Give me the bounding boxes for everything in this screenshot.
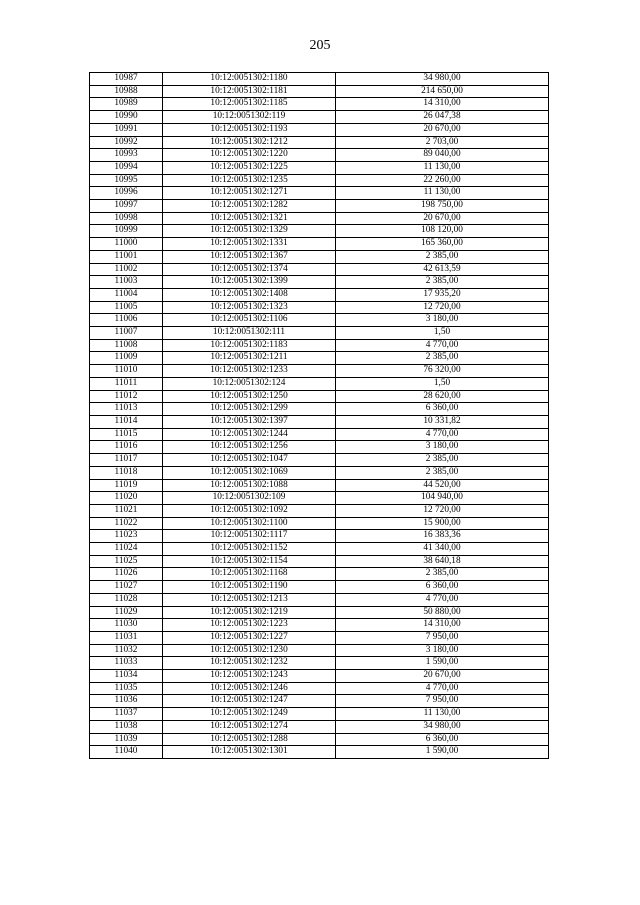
table-row [90, 492, 549, 505]
table-row [90, 149, 549, 162]
table-row [90, 543, 549, 556]
value-cell: 165 360,00 [336, 238, 549, 251]
cadastral-number-cell: 10:12:0051302:1223 [163, 619, 336, 632]
table-row [90, 530, 549, 543]
row-number-cell: 11029 [90, 606, 163, 619]
row-number-cell: 11012 [90, 390, 163, 403]
table-row [90, 85, 549, 98]
row-number-cell: 11025 [90, 555, 163, 568]
cadastral-number-cell: 10:12:0051302:1183 [163, 339, 336, 352]
cadastral-number-cell: 10:12:0051302:1367 [163, 250, 336, 263]
table-row [90, 98, 549, 111]
table-row [90, 479, 549, 492]
table-row [90, 568, 549, 581]
row-number-cell: 11040 [90, 746, 163, 759]
value-cell: 22 260,00 [336, 174, 549, 187]
table-row [90, 657, 549, 670]
cadastral-number-cell: 10:12:0051302:1100 [163, 517, 336, 530]
cadastral-number-cell: 10:12:0051302:1088 [163, 479, 336, 492]
table-row [90, 670, 549, 683]
row-number-cell: 11037 [90, 708, 163, 721]
value-cell: 3 180,00 [336, 644, 549, 657]
row-number-cell: 10990 [90, 111, 163, 124]
cadastral-number-cell: 10:12:0051302:1092 [163, 504, 336, 517]
cadastral-number-cell: 10:12:0051302:1374 [163, 263, 336, 276]
value-cell: 7 950,00 [336, 631, 549, 644]
table-row [90, 682, 549, 695]
value-cell: 1 590,00 [336, 657, 549, 670]
cadastral-number-cell: 10:12:0051302:1323 [163, 301, 336, 314]
value-cell: 11 130,00 [336, 187, 549, 200]
row-number-cell: 11033 [90, 657, 163, 670]
value-cell: 2 703,00 [336, 136, 549, 149]
cadastral-number-cell: 10:12:0051302:1154 [163, 555, 336, 568]
page-number: 205 [309, 38, 331, 53]
cadastral-number-cell: 10:12:0051302:1244 [163, 428, 336, 441]
row-number-cell: 11022 [90, 517, 163, 530]
cadastral-number-cell: 10:12:0051302:1180 [163, 73, 336, 86]
cadastral-number-cell: 10:12:0051302:1193 [163, 123, 336, 136]
row-number-cell: 10995 [90, 174, 163, 187]
cadastral-number-cell: 10:12:0051302:111 [163, 327, 336, 340]
cadastral-number-cell: 10:12:0051302:1271 [163, 187, 336, 200]
row-number-cell: 10996 [90, 187, 163, 200]
cadastral-number-cell: 10:12:0051302:1299 [163, 403, 336, 416]
value-cell: 10 331,82 [336, 415, 549, 428]
value-cell: 34 980,00 [336, 73, 549, 86]
value-cell: 4 770,00 [336, 428, 549, 441]
value-cell: 20 670,00 [336, 670, 549, 683]
row-number-cell: 10998 [90, 212, 163, 225]
cadastral-number-cell: 10:12:0051302:109 [163, 492, 336, 505]
cadastral-number-cell: 10:12:0051302:1246 [163, 682, 336, 695]
table-row [90, 593, 549, 606]
value-cell: 6 360,00 [336, 733, 549, 746]
table-row [90, 161, 549, 174]
row-number-cell: 11032 [90, 644, 163, 657]
table-row [90, 352, 549, 365]
row-number-cell: 11006 [90, 314, 163, 327]
row-number-cell: 11039 [90, 733, 163, 746]
table-row [90, 276, 549, 289]
value-cell: 2 385,00 [336, 250, 549, 263]
row-number-cell: 10999 [90, 225, 163, 238]
row-number-cell: 11036 [90, 695, 163, 708]
table-row [90, 263, 549, 276]
value-cell: 11 130,00 [336, 161, 549, 174]
cadastral-number-cell: 10:12:0051302:1329 [163, 225, 336, 238]
cadastral-number-cell: 10:12:0051302:1243 [163, 670, 336, 683]
table-row [90, 301, 549, 314]
value-cell: 11 130,00 [336, 708, 549, 721]
row-number-cell: 11031 [90, 631, 163, 644]
row-number-cell: 11028 [90, 593, 163, 606]
row-number-cell: 11003 [90, 276, 163, 289]
value-cell: 17 935,20 [336, 288, 549, 301]
value-cell: 214 650,00 [336, 85, 549, 98]
row-number-cell: 10988 [90, 85, 163, 98]
value-cell: 3 180,00 [336, 441, 549, 454]
cadastral-number-cell: 10:12:0051302:1247 [163, 695, 336, 708]
cadastral-number-cell: 10:12:0051302:1117 [163, 530, 336, 543]
cadastral-number-cell: 10:12:0051302:1047 [163, 454, 336, 467]
value-cell: 104 940,00 [336, 492, 549, 505]
table-row [90, 288, 549, 301]
table-row [90, 390, 549, 403]
value-cell: 6 360,00 [336, 403, 549, 416]
cadastral-number-cell: 10:12:0051302:1321 [163, 212, 336, 225]
cadastral-number-cell: 10:12:0051302:1230 [163, 644, 336, 657]
value-cell: 2 385,00 [336, 352, 549, 365]
table-row [90, 428, 549, 441]
table-row [90, 631, 549, 644]
table-row [90, 327, 549, 340]
table-row [90, 200, 549, 213]
table-row [90, 415, 549, 428]
table-row [90, 111, 549, 124]
cadastral-number-cell: 10:12:0051302:1399 [163, 276, 336, 289]
row-number-cell: 10993 [90, 149, 163, 162]
cadastral-number-cell: 10:12:0051302:1282 [163, 200, 336, 213]
value-cell: 28 620,00 [336, 390, 549, 403]
row-number-cell: 11010 [90, 365, 163, 378]
cadastral-number-cell: 10:12:0051302:1190 [163, 581, 336, 594]
row-number-cell: 11008 [90, 339, 163, 352]
value-cell: 2 385,00 [336, 568, 549, 581]
value-cell: 26 047,38 [336, 111, 549, 124]
value-cell: 7 950,00 [336, 695, 549, 708]
table-row [90, 187, 549, 200]
table-row [90, 644, 549, 657]
row-number-cell: 11002 [90, 263, 163, 276]
cadastral-number-cell: 10:12:0051302:1233 [163, 365, 336, 378]
row-number-cell: 11001 [90, 250, 163, 263]
table-row [90, 123, 549, 136]
row-number-cell: 11018 [90, 466, 163, 479]
cadastral-number-cell: 10:12:0051302:1069 [163, 466, 336, 479]
cadastral-number-cell: 10:12:0051302:1288 [163, 733, 336, 746]
value-cell: 108 120,00 [336, 225, 549, 238]
table-row [90, 733, 549, 746]
cadastral-number-cell: 10:12:0051302:1274 [163, 720, 336, 733]
row-number-cell: 10997 [90, 200, 163, 213]
table-row [90, 212, 549, 225]
cadastral-number-cell: 10:12:0051302:1256 [163, 441, 336, 454]
cadastral-number-cell: 10:12:0051302:1250 [163, 390, 336, 403]
row-number-cell: 11013 [90, 403, 163, 416]
value-cell: 3 180,00 [336, 314, 549, 327]
row-number-cell: 10992 [90, 136, 163, 149]
cadastral-number-cell: 10:12:0051302:1397 [163, 415, 336, 428]
cadastral-number-cell: 10:12:0051302:1408 [163, 288, 336, 301]
row-number-cell: 11021 [90, 504, 163, 517]
row-number-cell: 11016 [90, 441, 163, 454]
value-cell: 34 980,00 [336, 720, 549, 733]
cadastral-number-cell: 10:12:0051302:1212 [163, 136, 336, 149]
value-cell: 1,50 [336, 327, 549, 340]
cadastral-number-cell: 10:12:0051302:124 [163, 377, 336, 390]
table-row [90, 619, 549, 632]
row-number-cell: 11009 [90, 352, 163, 365]
table-row [90, 708, 549, 721]
value-cell: 1,50 [336, 377, 549, 390]
value-cell: 89 040,00 [336, 149, 549, 162]
row-number-cell: 11038 [90, 720, 163, 733]
cadastral-number-cell: 10:12:0051302:1181 [163, 85, 336, 98]
table-row [90, 314, 549, 327]
table-row [90, 441, 549, 454]
table-row [90, 606, 549, 619]
table-row [90, 555, 549, 568]
value-cell: 4 770,00 [336, 593, 549, 606]
table-row [90, 746, 549, 759]
row-number-cell: 11024 [90, 543, 163, 556]
value-cell: 15 900,00 [336, 517, 549, 530]
cadastral-number-cell: 10:12:0051302:1185 [163, 98, 336, 111]
value-cell: 12 720,00 [336, 504, 549, 517]
row-number-cell: 11030 [90, 619, 163, 632]
cadastral-number-cell: 10:12:0051302:1220 [163, 149, 336, 162]
value-cell: 16 383,36 [336, 530, 549, 543]
cadastral-number-cell: 10:12:0051302:1235 [163, 174, 336, 187]
row-number-cell: 11026 [90, 568, 163, 581]
cadastral-number-cell: 10:12:0051302:1219 [163, 606, 336, 619]
value-cell: 12 720,00 [336, 301, 549, 314]
table-row [90, 403, 549, 416]
row-number-cell: 10989 [90, 98, 163, 111]
table-row [90, 225, 549, 238]
row-number-cell: 11011 [90, 377, 163, 390]
value-cell: 2 385,00 [336, 466, 549, 479]
value-cell: 198 750,00 [336, 200, 549, 213]
cadastral-number-cell: 10:12:0051302:1249 [163, 708, 336, 721]
value-cell: 1 590,00 [336, 746, 549, 759]
table-row [90, 377, 549, 390]
cadastral-number-cell: 10:12:0051302:1227 [163, 631, 336, 644]
value-cell: 42 613,59 [336, 263, 549, 276]
value-cell: 2 385,00 [336, 276, 549, 289]
cadastral-number-cell: 10:12:0051302:1331 [163, 238, 336, 251]
table-row [90, 238, 549, 251]
table-body [90, 73, 549, 759]
value-cell: 4 770,00 [336, 339, 549, 352]
table-row [90, 250, 549, 263]
table-row [90, 695, 549, 708]
table-row [90, 720, 549, 733]
table-row [90, 365, 549, 378]
value-cell: 2 385,00 [336, 454, 549, 467]
value-cell: 14 310,00 [336, 619, 549, 632]
value-cell: 20 670,00 [336, 123, 549, 136]
value-cell: 6 360,00 [336, 581, 549, 594]
row-number-cell: 11000 [90, 238, 163, 251]
row-number-cell: 11027 [90, 581, 163, 594]
row-number-cell: 10994 [90, 161, 163, 174]
value-cell: 20 670,00 [336, 212, 549, 225]
table-row [90, 339, 549, 352]
cadastral-number-cell: 10:12:0051302:1225 [163, 161, 336, 174]
cadastral-number-cell: 10:12:0051302:1213 [163, 593, 336, 606]
row-number-cell: 11007 [90, 327, 163, 340]
cadastral-number-cell: 10:12:0051302:1168 [163, 568, 336, 581]
row-number-cell: 10991 [90, 123, 163, 136]
table-row [90, 73, 549, 86]
value-cell: 50 880,00 [336, 606, 549, 619]
row-number-cell: 11005 [90, 301, 163, 314]
value-cell: 41 340,00 [336, 543, 549, 556]
cadastral-value-table [89, 72, 549, 759]
row-number-cell: 11034 [90, 670, 163, 683]
value-cell: 14 310,00 [336, 98, 549, 111]
row-number-cell: 11020 [90, 492, 163, 505]
row-number-cell: 11019 [90, 479, 163, 492]
cadastral-number-cell: 10:12:0051302:1106 [163, 314, 336, 327]
row-number-cell: 11035 [90, 682, 163, 695]
row-number-cell: 11014 [90, 415, 163, 428]
table-row [90, 581, 549, 594]
row-number-cell: 11004 [90, 288, 163, 301]
table-row [90, 136, 549, 149]
row-number-cell: 11023 [90, 530, 163, 543]
table-row [90, 174, 549, 187]
value-cell: 76 320,00 [336, 365, 549, 378]
cadastral-number-cell: 10:12:0051302:119 [163, 111, 336, 124]
value-cell: 44 520,00 [336, 479, 549, 492]
value-cell: 38 640,18 [336, 555, 549, 568]
cadastral-number-cell: 10:12:0051302:1301 [163, 746, 336, 759]
cadastral-number-cell: 10:12:0051302:1152 [163, 543, 336, 556]
table-row [90, 517, 549, 530]
table-row [90, 466, 549, 479]
cadastral-number-cell: 10:12:0051302:1232 [163, 657, 336, 670]
cadastral-number-cell: 10:12:0051302:1211 [163, 352, 336, 365]
row-number-cell: 11017 [90, 454, 163, 467]
value-cell: 4 770,00 [336, 682, 549, 695]
row-number-cell: 11015 [90, 428, 163, 441]
table-row [90, 504, 549, 517]
table-row [90, 454, 549, 467]
row-number-cell: 10987 [90, 73, 163, 86]
